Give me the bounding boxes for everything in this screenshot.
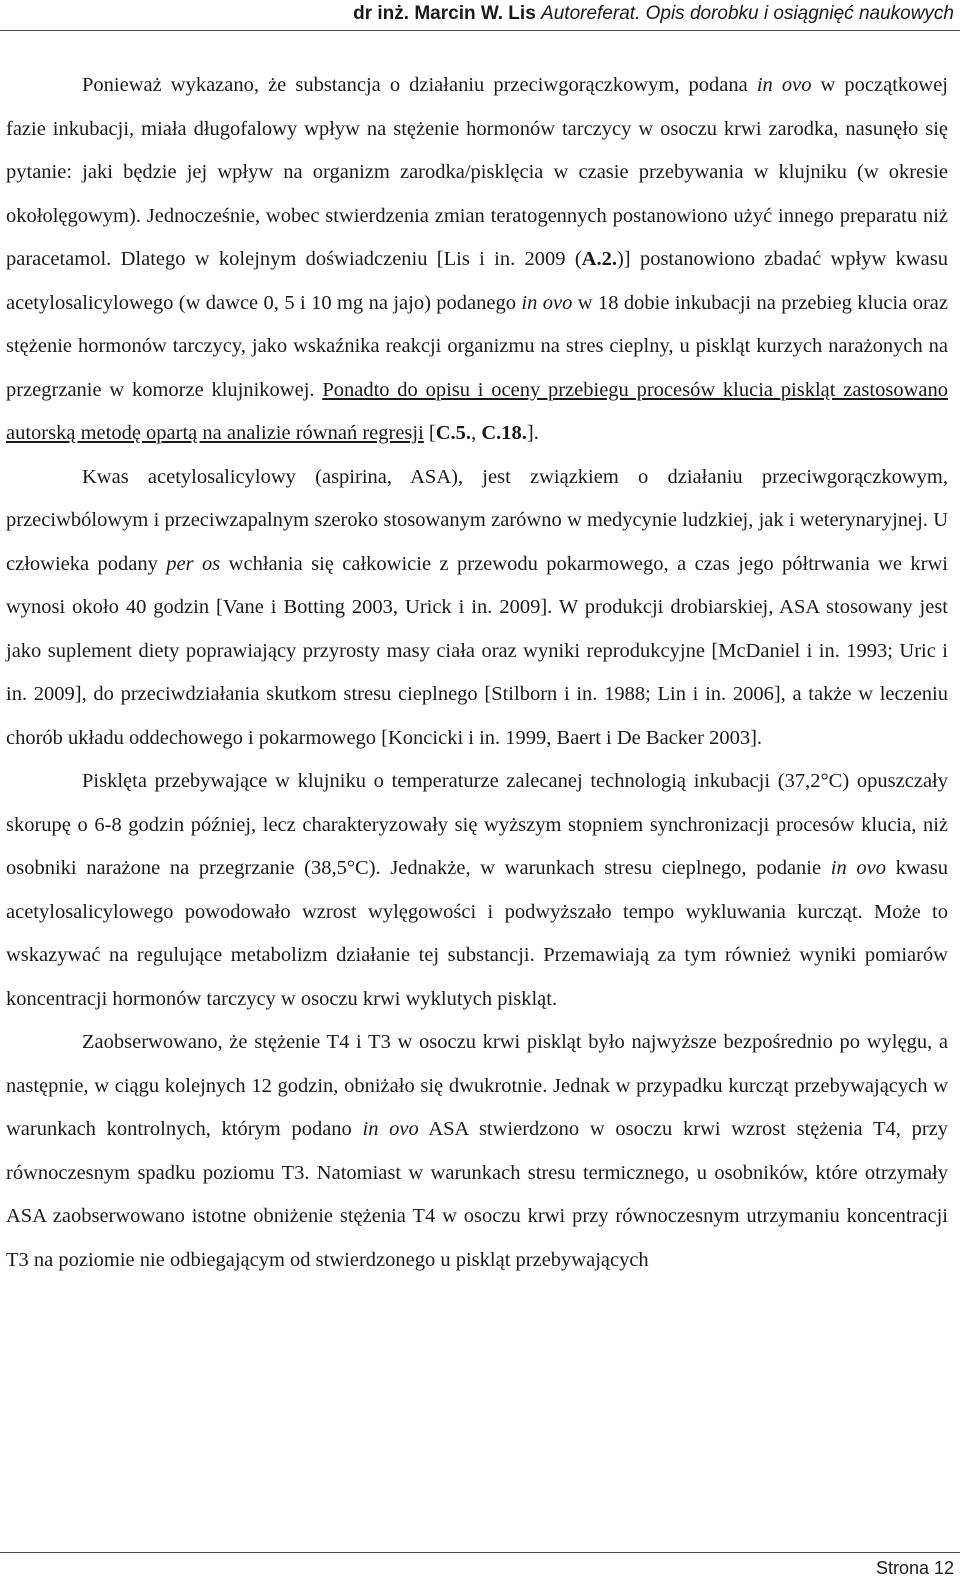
text-segment: Ponadto do opisu i oceny przebiegu procesów klucia piskląt zastosowano autorską metodę opartą na analizie równań regresji	[6, 378, 948, 444]
text-segment: ,	[471, 422, 482, 444]
text-segment: A.2.	[581, 248, 617, 270]
document-body	[6, 64, 948, 1282]
header-author: dr inż. Marcin W. Lis	[353, 3, 536, 24]
text-segment: kwasu acetylosalicylowego powodowało wzrost wylęgowości i podwyższało tempo wykluwania kurcząt. Może to wskazywać na regulujące metabolizm działanie tej substancji. Przemawiają za tym również wyniki pomiarów koncentracji hormonów tarczycy w osoczu krwi wyklutych piskląt.	[6, 857, 948, 1010]
text-segment: ASA stwierdzono w osoczu krwi wzrost stężenia T4, przy równoczesnym spadku poziomu T3. Natomiast w warunkach stresu termicznego, u osobników, które otrzymały ASA zaobserwowano istotne obniżenie stężenia T4 w osoczu krwi przy równoczesnym utrzymaniu koncentracji T3 na poziomie nie odbiegającym od stwierdzonego u piskląt przebywających	[6, 1118, 949, 1271]
paragraph-3	[6, 760, 948, 1021]
page-number: Strona 12	[875, 1558, 954, 1578]
text-segment: C.5.	[435, 422, 472, 444]
text-segment: in ovo	[362, 1118, 419, 1140]
text-segment: w początkowej fazie inkubacji, miała długofalowy wpływ na stężenie hormonów tarczycy w osoczu krwi zarodka, nasunęło się pytanie: jaki będzie jej wpływ na organizm zarodka/pisklęcia w czasie przebywania w klujniku (w okresie okołolęgowym). Jednocześnie, wobec stwierdzenia zmian teratogennych postanowiono użyć innego preparatu niż paracetamol. Dlatego w kolejnym doświadczeniu [Lis i in. 2009 (	[6, 74, 948, 270]
text-segment: C.18.	[481, 422, 527, 444]
text-segment: in ovo	[521, 291, 573, 314]
paragraph-2	[6, 456, 948, 761]
text-segment: [	[423, 422, 436, 444]
text-segment: Kwas acetylosalicylowy (aspirina, ASA), jest związkiem o działaniu przeciwgorączkowym, przeciwbólowym i przeciwzapalnym szeroko stosowanym zarówno w medycynie ludzkiej, jak i weterynaryjnej. U człowieka podany	[6, 465, 948, 575]
text-segment: w 18 dobie inkubacji na przebieg klucia oraz stężenie hormonów tarczycy, jako wskaźnika reakcji organizmu na stres cieplny, u piskląt kurzych narażonych na przegrzanie w komorze klujnikowej.	[6, 291, 948, 401]
text-segment: per os	[166, 552, 221, 575]
text-segment: in ovo	[830, 857, 886, 879]
header-title: Autoreferat. Opis dorobku i osiągnięć naukowych	[541, 3, 954, 24]
text-segment: in ovo	[756, 74, 812, 96]
text-segment: Ponieważ wykazano, że substancja o działaniu przeciwgorączkowym, podana	[82, 74, 757, 96]
text-segment: wchłania się całkowicie z przewodu pokarmowego, a czas jego półtrwania we krwi wynosi około 40 godzin [Vane i Botting 2003, Urick i in. 2009]. W produkcji drobiarskiej, ASA stosowany jest jako suplement diety poprawiający przyrosty masy ciała oraz wyniki reprodukcyjne [McDaniel i in. 1993; Uric i in. 2009], do przeciwdziałania skutkom stresu cieplnego [Stilborn i in. 1988; Lin i in. 2006], a także w leczeniu chorób układu oddechowego i pokarmowego [Koncicki i in. 1999, Baert i De Backer 2003].	[6, 552, 948, 749]
paragraph-1	[6, 64, 948, 456]
page-header	[0, 0, 960, 31]
text-segment: )] postanowiono zbadać wpływ kwasu acetylosalicylowego (w dawce 0, 5 i 10 mg na jajo) podanego	[6, 248, 948, 314]
page-footer	[0, 1552, 960, 1585]
text-segment: ].	[526, 422, 539, 444]
text-segment: Pisklęta przebywające w klujniku o temperaturze zalecanej technologią inkubacji (37,2°C) opuszczały skorupę o 6-8 godzin później, lecz charakteryzowały się wyższym stopniem synchronizacji procesów klucia, niż osobniki narażone na przegrzanie (38,5°C). Jednakże, w warunkach stresu cieplnego, podanie	[6, 770, 948, 879]
text-segment: Zaobserwowano, że stężenie T4 i T3 w osoczu krwi piskląt było najwyższe bezpośrednio po wylęgu, a następnie, w ciągu kolejnych 12 godzin, obniżało się dwukrotnie. Jednak w przypadku kurcząt przebywających w warunkach kontrolnych, którym podano	[6, 1031, 948, 1140]
paragraph-4	[6, 1021, 948, 1282]
